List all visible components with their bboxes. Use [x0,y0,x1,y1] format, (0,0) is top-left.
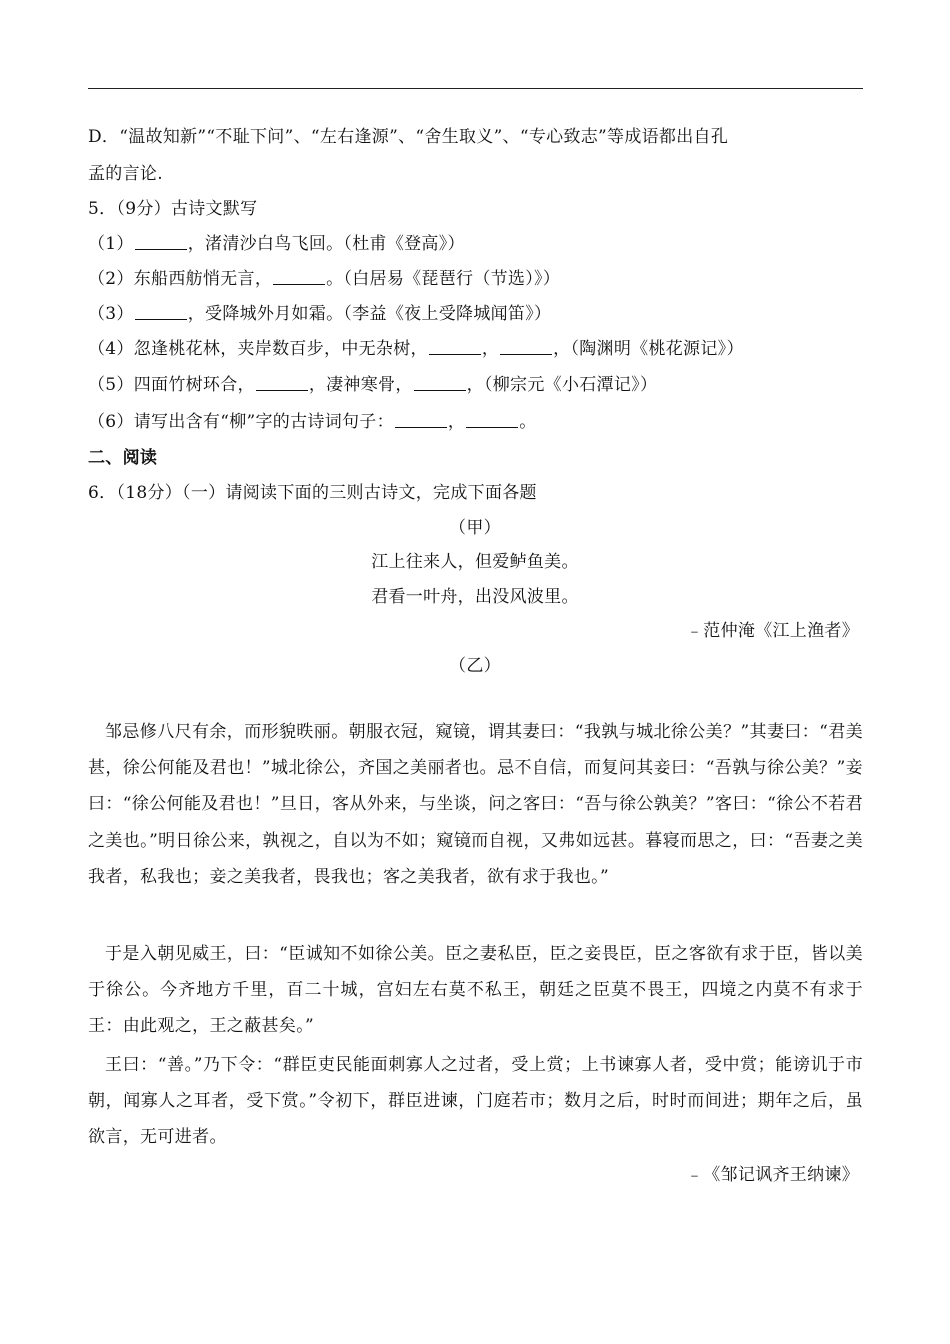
poem-a-label: （甲） [449,518,501,538]
q5-item-4 [88,337,744,361]
q5-heading: 5．（9分）古诗文默写 [88,199,258,219]
q4-option-d-line1: D．“温故知新”“不耻下问”、“左右逢源”、“舍生取义”、“专心致志”等成语都出自孔 [88,127,729,147]
item-number: （3） [88,304,134,324]
poem-a-attribution: ﹣范仲淹《江上渔者》 [686,621,859,641]
item-text: ， [447,412,466,432]
item-text: ， [481,339,500,359]
item-text: ，渚清沙白鸟飞回。（杜甫《登高》） [187,234,465,254]
item-text: ，受降城外月如霜。（李益《夜上受降城闻笛》） [187,304,552,324]
answer-blank[interactable] [414,375,466,391]
text-b-paragraph-1: 邹忌修八尺有余，而形貌昳丽。朝服衣冠，窥镜，谓其妻曰：“我孰与城北徐公美？”其妻曰：“君美甚，徐公何能及君也！”城北徐公，齐国之美丽者也。忌不自信，而复问其妾曰：“吾孰与徐公美？”妾曰：“徐公何能及君也！”旦日，客从外来，与坐谈，问之客曰：“吾与徐公孰美？”客曰：“徐公不若君之美也。”明日徐公来，孰视之，自以为不如；窥镜而自视，又弗如远甚。暮寝而思之，曰：“吾妻之美我者，私我也；妾之美我者，畏我也；客之美我者，欲有求于我也。” [88,722,863,887]
q5-item-3 [88,302,551,326]
item-text: 。 [519,412,537,432]
item-text: （4）忽逢桃花林，夹岸数百步，中无杂树， [88,339,428,359]
item-text: （5）四面竹树环合， [88,375,255,395]
answer-blank[interactable] [429,339,481,355]
q6-heading: 6．（18分）（一）请阅读下面的三则古诗文，完成下面各题 [88,483,537,503]
q5-item-1 [88,232,465,256]
answer-blank[interactable] [500,339,552,355]
section-2-heading: 二、阅读 [88,448,158,468]
answer-blank[interactable] [395,412,447,428]
item-text: ，（陶渊明《桃花源记》） [553,339,744,359]
q5-item-2 [88,267,560,291]
text-b-label: （乙） [449,656,501,676]
answer-blank[interactable] [466,412,518,428]
q4-option-d-line2: 孟的言论. [88,164,163,184]
poem-a-line-2: 君看一叶舟，出没风波里。 [371,587,579,607]
q5-item-6 [88,410,537,434]
item-text: ，凄神寒骨， [308,375,413,395]
item-text: （6）请写出含有“柳”字的古诗词句子： [88,412,394,432]
item-text: （2）东船西舫悄无言， [88,269,273,289]
answer-blank[interactable] [135,304,187,320]
item-text: ，（柳宗元《小石潭记》） [466,375,658,395]
q5-item-5 [88,373,657,397]
item-text: 。（白居易《琵琶行（节选）》） [326,269,561,289]
answer-blank[interactable] [273,269,325,285]
poem-a-line-1: 江上往来人，但爱鲈鱼美。 [371,552,579,572]
header-rule [88,88,863,89]
text-b-attribution: ﹣《邹记讽齐王纳谏》 [686,1165,859,1185]
answer-blank[interactable] [135,234,187,250]
answer-blank[interactable] [256,375,308,391]
text-b-paragraph-3: 王曰：“善。”乃下令：“群臣吏民能面刺寡人之过者，受上赏；上书谏寡人者，受中赏；能谤讥于市朝，闻寡人之耳者，受下赏。”令初下，群臣进谏，门庭若市；数月之后，时时而间进；期年之后，虽欲言，无可进者。 [88,1055,863,1148]
item-number: （1） [88,234,134,254]
text-b-paragraph-2: 于是入朝见威王，曰：“臣诚知不如徐公美。臣之妻私臣，臣之妾畏臣，臣之客欲有求于臣，皆以美于徐公。今齐地方千里，百二十城，宫妇左右莫不私王，朝廷之臣莫不畏王，四境之内莫不有求于王：由此观之，王之蔽甚矣。” [88,944,863,1037]
